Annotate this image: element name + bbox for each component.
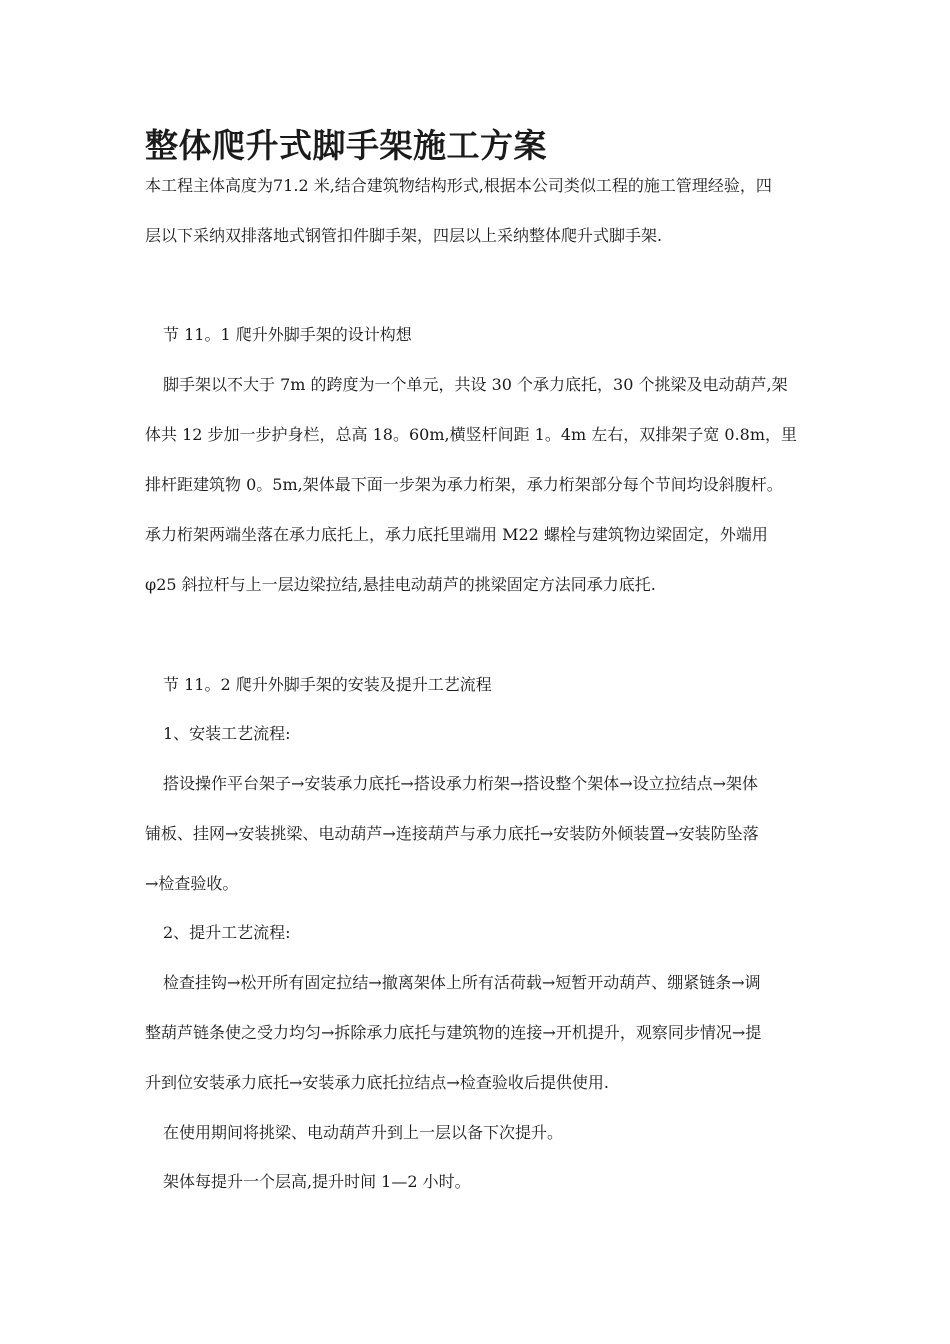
section-1-line-4: 承力桁架两端坐落在承力底托上，承力底托里端用 M22 螺栓与建筑物边梁固定，外端用: [145, 525, 768, 544]
lift-line-2: 整葫芦链条使之受力均匀→拆除承力底托与建筑物的连接→开机提升，观察同步情况→提: [145, 1023, 762, 1042]
lift-line-3: 升到位安装承力底托→安装承力底托拉结点→检查验收后提供使用.: [145, 1073, 609, 1092]
section-1-line-3: 排杆距建筑物 0。5m,架体最下面一步架为承力桁架，承力桁架部分每个节间均设斜腹杆。: [145, 475, 783, 494]
install-line-3: →检查验收。: [145, 874, 239, 893]
install-line-2: 铺板、挂网→安装挑梁、电动葫芦→连接葫芦与承力底托→安装防外倾装置→安装防坠落: [145, 824, 759, 843]
lift-line-1: 检查挂钩→松开所有固定拉结→撤离架体上所有活荷载→短暂开动葫芦、绷紧链条→调: [163, 973, 761, 992]
section-1-line-1: 脚手架以不大于 7m 的跨度为一个单元，共设 30 个承力底托，30 个挑梁及电动葫芦,架: [163, 375, 788, 394]
intro-line-1: 本工程主体高度为71.2 米,结合建筑物结构形式,根据本公司类似工程的施工管理经验，四: [145, 176, 772, 195]
lift-heading: 2、提升工艺流程:: [163, 923, 291, 942]
install-line-1: 搭设操作平台架子→安装承力底托→搭设承力桁架→搭设整个架体→设立拉结点→架体: [163, 774, 759, 793]
intro-line-2: 层以下采纳双排落地式钢管扣件脚手架，四层以上采纳整体爬升式脚手架.: [145, 226, 663, 245]
section-1-line-2: 体共 12 步加一步护身栏，总高 18。60m,横竖杆间距 1。4m 左右，双排架子宽 0.8m，里: [145, 425, 798, 444]
section-1-heading: 节 11。1 爬升外脚手架的设计构想: [163, 325, 412, 344]
section-1-line-5: φ25 斜拉杆与上一层边梁拉结,悬挂电动葫芦的挑梁固定方法同承力底托.: [145, 575, 656, 594]
install-heading: 1、安装工艺流程:: [163, 724, 291, 743]
note-2: 架体每提升一个层高,提升时间 1—2 小时。: [163, 1172, 471, 1191]
document-title: 整体爬升式脚手架施工方案: [145, 126, 547, 165]
section-2-heading: 节 11。2 爬升外脚手架的安装及提升工艺流程: [163, 675, 492, 694]
note-1: 在使用期间将挑梁、电动葫芦升到上一层以备下次提升。: [163, 1123, 564, 1142]
